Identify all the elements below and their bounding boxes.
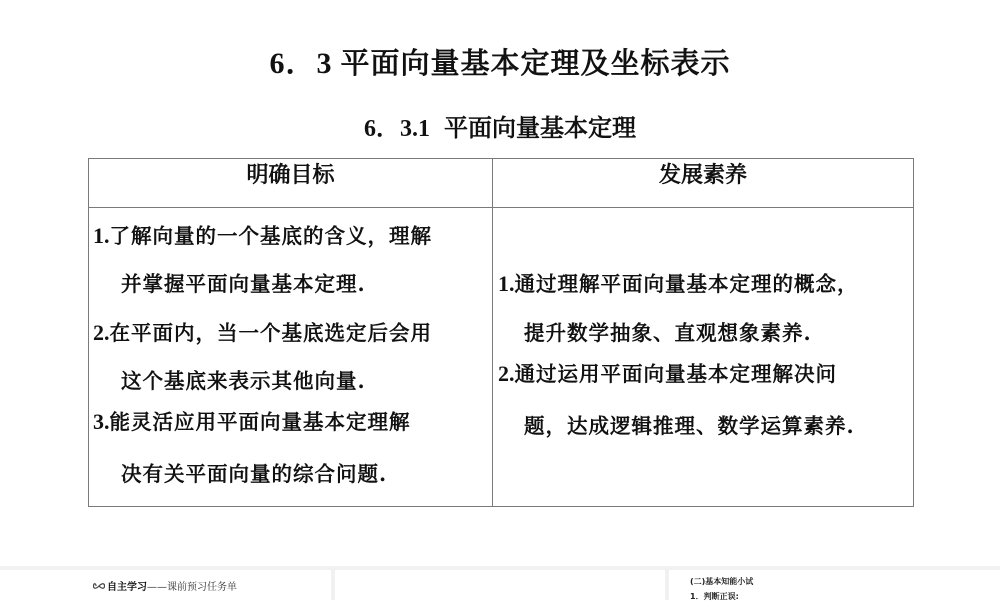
goal-line: 1.了解向量的一个基底的含义，理解: [93, 223, 432, 248]
thumbnail-line: (二)基本知能小试: [690, 577, 754, 586]
thumbnail-header: [93, 578, 237, 593]
subtitle-text: 平面向量基本定理: [444, 114, 636, 142]
goal-line: 3.能灵活应用平面向量基本定理解: [93, 409, 411, 434]
thumbnail-slide-2[interactable]: [335, 570, 665, 600]
thumbnail-slide-1[interactable]: [0, 570, 331, 600]
goal-line: 2.在平面内，当一个基底选定后会用: [93, 320, 432, 345]
subtitle-number: 6．3.1: [364, 116, 430, 142]
goal-line: 这个基底来表示其他向量.: [121, 369, 366, 393]
literacy-line: 1.通过理解平面向量基本定理的概念，: [498, 271, 859, 296]
thumbnail-line: 1．判断正误:: [690, 592, 739, 601]
page-title: [0, 38, 1000, 82]
thumbnail-label: 自主学习: [107, 582, 147, 593]
infinity-icon: [93, 582, 105, 590]
goal-line: 并掌握平面向量基本定理.: [121, 272, 366, 296]
title-text: 平面向量基本定理及坐标表示: [340, 46, 731, 80]
thumbnail-slide-3[interactable]: [669, 570, 1000, 600]
goals-table: [88, 158, 914, 507]
goal-line: 决有关平面向量的综合问题.: [121, 462, 388, 486]
thumbnail-separator: ——: [147, 582, 167, 593]
literacy-line: 2.通过运用平面向量基本定理解决问: [498, 361, 837, 386]
literacy-line: 提升数学抽象、直观想象素养.: [524, 321, 812, 345]
table-column-divider: [492, 159, 493, 506]
header-goals: 明确目标: [246, 163, 335, 188]
table-header-divider: [89, 207, 913, 208]
section-subtitle: [0, 108, 1000, 143]
header-literacy: 发展素养: [658, 163, 747, 188]
title-number: 6．3: [269, 47, 333, 80]
thumbnail-sublabel: 课前预习任务单: [167, 582, 237, 593]
literacy-line: 题，达成逻辑推理、数学运算素养.: [524, 414, 855, 438]
